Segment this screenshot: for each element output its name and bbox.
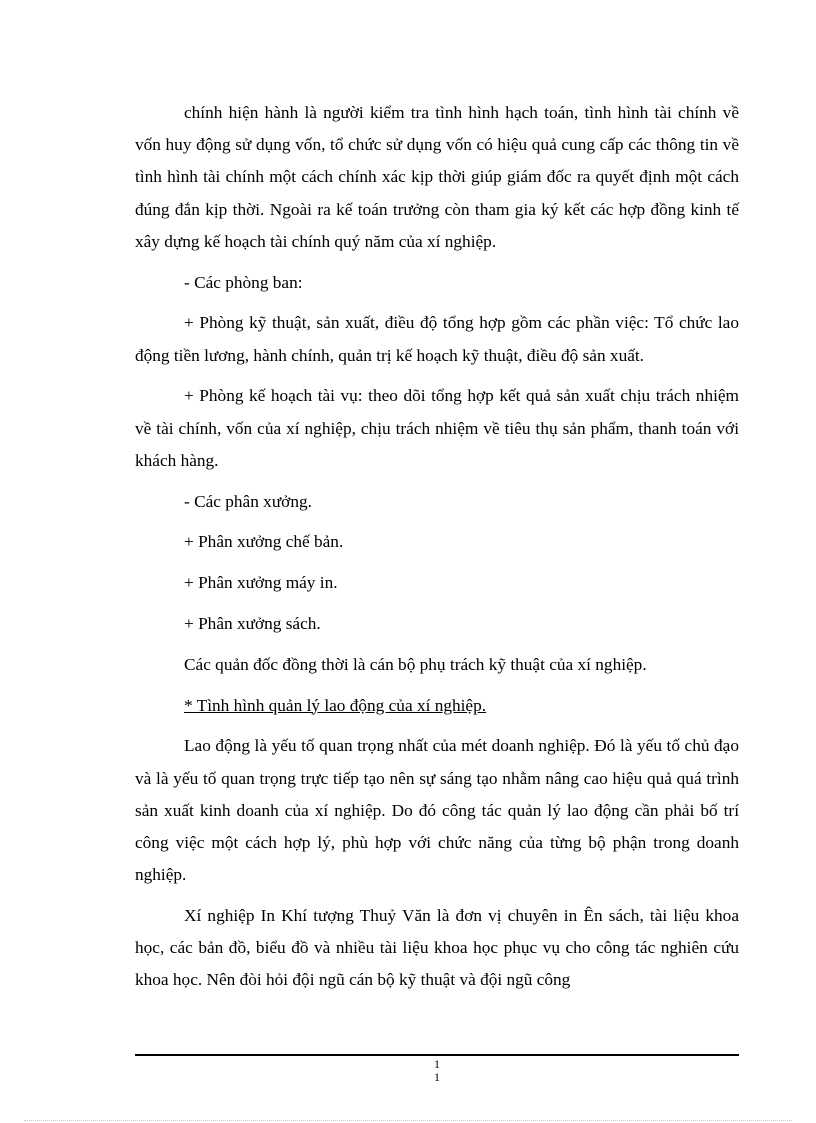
paragraph-foremen: Các quản đốc đồng thời là cán bộ phụ trách kỹ thuật của xí nghiệp. [184, 654, 647, 674]
paragraph-enterprise-description: Xí nghiệp In Khí tượng Thuỷ Văn là đơn vị chuyên in Ên sách, tài liệu khoa học, các bản đồ, biểu đồ và nhiều tài liệu khoa học phục vụ cho công tác nghiên cứu khoa học. Nên đòi hỏi đội ngũ cán bộ kỹ thuật và đội ngũ công [135, 906, 739, 990]
page-number: 1 [434, 1057, 440, 1071]
page-edge-divider [24, 1120, 792, 1121]
paragraph-workshops: - Các phân xưởng. [184, 491, 312, 511]
paragraph-prepress-workshop: + Phân xưởng chế bản. [184, 532, 344, 552]
footer-divider [135, 1054, 739, 1056]
section-heading-text: * Tình hình quản lý lao động của xí nghiệp. [184, 695, 487, 715]
paragraph-technical-dept: + Phòng kỹ thuật, sản xuất, điều độ tổng hợp gồm các phần việc: Tổ chức lao động tiền lương, hành chính, quản trị kế hoạch kỹ thuật, điều độ sản xuất. [135, 313, 739, 365]
paragraph-printing-workshop: + Phân xưởng máy in. [184, 573, 338, 593]
page-number-secondary: 1 [434, 1070, 440, 1084]
paragraph-departments: - Các phòng ban: [184, 272, 303, 292]
section-heading [135, 690, 739, 722]
paragraph-finance-dept: + Phòng kế hoạch tài vụ: theo dõi tổng hợp kết quả sản xuất chịu trách nhiệm về tài chính, vốn của xí nghiệp, chịu trách nhiệm về tiêu thụ sản phẩm, thanh toán với khách hàng. [135, 386, 739, 470]
paragraph-labor-importance: Lao động là yếu tố quan trọng nhất của mét doanh nghiệp. Đó là yếu tố chủ đạo và là yếu tố quan trọng trực tiếp tạo nên sự sáng tạo nhằm nâng cao hiệu quả quá trình sản xuất kinh doanh của xí nghiệp. Do đó công tác quản lý lao động cần phải bố trí công việc một cách hợp lý, phù hợp với chức năng của từng bộ phận trong doanh nghiệp. [135, 736, 739, 885]
paragraph-book-workshop: + Phân xưởng sách. [184, 614, 321, 633]
document-body [135, 97, 739, 1005]
paragraph-chief-accountant: chính hiện hành là người kiểm tra tình hình hạch toán, tình hình tài chính về vốn huy động sử dụng vốn, tổ chức sử dụng vốn có hiệu quả cung cấp các thông tin về tình hình tài chính một cách chính xác kịp thời giúp giám đốc ra quyết định một cách đúng đắn kịp thời. Ngoài ra kế toán trưởng còn tham gia ký kết các hợp đồng kinh tế xây dựng kế hoạch tài chính quý năm của xí nghiệp. [135, 103, 739, 251]
